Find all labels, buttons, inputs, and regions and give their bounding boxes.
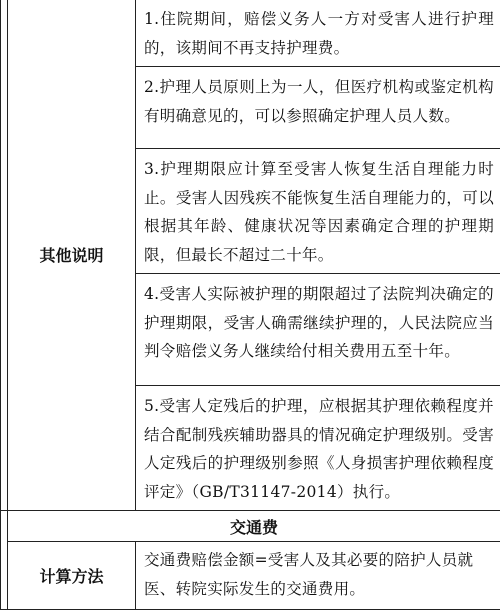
note-row-1 [1, 0, 500, 67]
table-edge-cell [1, 0, 8, 511]
calc-method-text: 交通费赔偿金额=受害人及其必要的陪护人员就医、转院实际发生的交通费用。 [136, 542, 500, 610]
note-item-2: 2.护理人员原则上为一人，但医疗机构或鉴定机构有明确意见的，可以参照确定护理人员人数。 [136, 67, 500, 149]
transport-header-row [1, 511, 500, 542]
transport-section-title: 交通费 [8, 511, 500, 542]
table-edge-cell [1, 511, 8, 610]
note-item-5: 5.受害人定残后的护理，应根据其护理依赖程度并结合配制残疾辅助器具的情况确定护理级别。受害人定残后的护理级别参照《人身损害护理依赖程度评定》（GB/T31147-2014）执行。 [136, 386, 500, 511]
transport-calc-row [1, 542, 500, 610]
note-item-4: 4.受害人实际被护理的期限超过了法院判决确定的护理期限，受害人确需继续护理的，人民法院应当判令赔偿义务人继续给付相关费用五至十年。 [136, 274, 500, 386]
calc-method-label: 计算方法 [8, 542, 136, 610]
note-item-3: 3.护理期限应计算至受害人恢复生活自理能力时止。受害人因残疾不能恢复生活自理能力的，可以根据其年龄、健康状况等因素确定合理的护理期限，但最长不超过二十年。 [136, 149, 500, 274]
note-item-1: 1.住院期间，赔偿义务人一方对受害人进行护理的，该期间不再支持护理费。 [136, 0, 500, 67]
other-notes-label: 其他说明 [8, 0, 136, 511]
